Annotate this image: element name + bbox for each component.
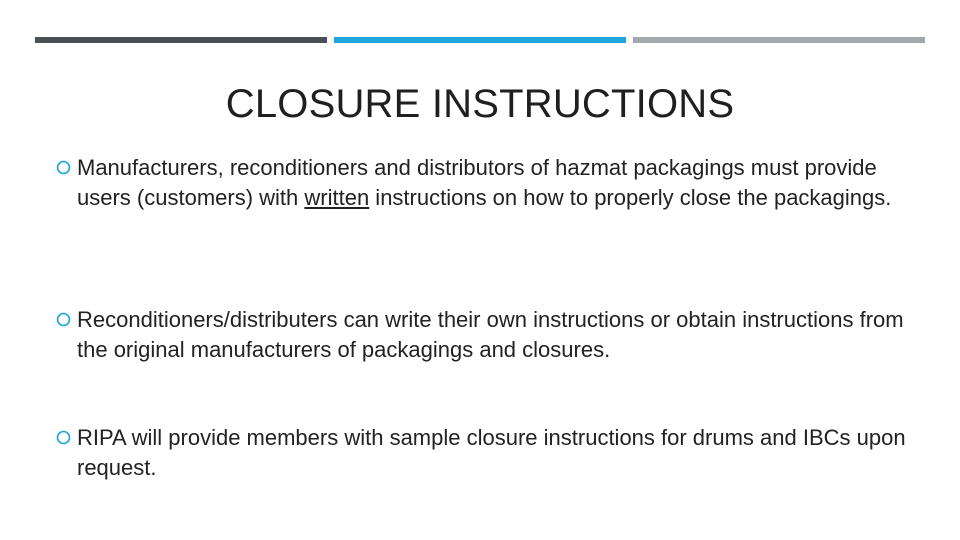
bullet-item-written-instructions	[56, 153, 916, 213]
bullet-text-before: Manufacturers, reconditioners and distributors of hazmat packagings must provide users (customers) with	[77, 155, 877, 210]
circle-bullet-icon	[56, 312, 71, 327]
bullet-text	[56, 305, 916, 365]
bullet-text-emphasis: written	[304, 185, 370, 210]
bullet-item-own-instructions	[56, 305, 916, 365]
slide-title: CLOSURE INSTRUCTIONS	[225, 82, 735, 126]
bullet-item-ripa-samples	[56, 423, 916, 483]
circle-bullet-icon	[56, 160, 71, 175]
bullet-text	[56, 423, 916, 483]
header-bar-dark	[35, 37, 327, 43]
header-bar-blue	[334, 37, 626, 43]
bullet-text-before: Reconditioners/distributers can write their own instructions or obtain instructions from the original manufacturers of packagings and closures.	[77, 307, 904, 362]
bullet-text-before: RIPA will provide members with sample closure instructions for drums and IBCs upon request.	[77, 425, 906, 480]
bullet-text-after: instructions on how to properly close the packagings.	[369, 185, 892, 210]
circle-bullet-icon	[56, 430, 71, 445]
header-bar-gray	[633, 37, 925, 43]
bullet-text	[56, 153, 916, 213]
